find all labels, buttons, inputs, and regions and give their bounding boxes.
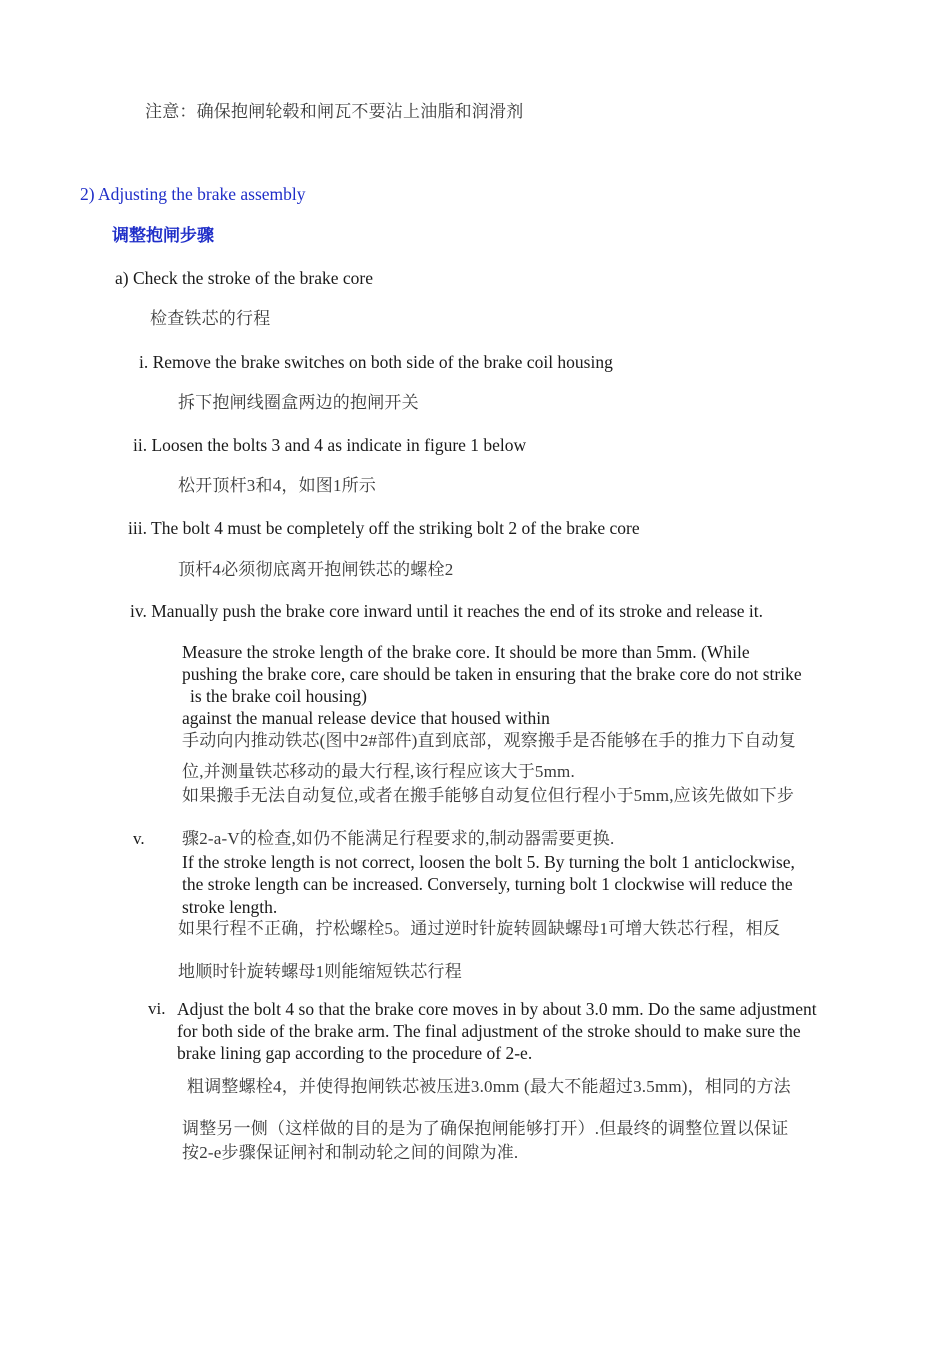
step-iv-zh-1: 手动向内推动铁芯(图中2#部件)直到底部，观察搬手是否能够在手的推力下自动复 — [182, 731, 796, 750]
step-i-text: i. Remove the brake switches on both side of the brake coil housing — [139, 352, 613, 372]
step-iv-detail-1: Measure the stroke length of the brake core. It should be more than 5mm. (While — [182, 642, 750, 662]
step-a-text: a) Check the stroke of the brake core — [115, 268, 374, 288]
step-iv-text: iv. Manually push the brake core inward until it reaches the end of its stroke and release it. — [130, 601, 764, 621]
step-v-marker: v. — [133, 829, 145, 848]
step-v-zh-1: 如果行程不正确，拧松螺栓5。通过逆时针旋转圆缺螺母1可增大铁芯行程，相反 — [178, 919, 781, 938]
step-vi-text-3: brake lining gap according to the procedure of 2-e. — [177, 1043, 533, 1063]
step-iii-text: iii. The bolt 4 must be completely off the striking bolt 2 of the brake core — [128, 518, 640, 538]
step-vi-zh-3: 按2-e步骤保证闸衬和制动轮之间的间隙为准. — [182, 1143, 519, 1162]
step-v-text-1: If the stroke length is not correct, loosen the bolt 5. By turning the bolt 1 anticlockwise, — [182, 852, 795, 872]
step-iv-zh-3: 如果搬手无法自动复位,或者在搬手能够自动复位但行程小于5mm,应该先做如下步 — [182, 786, 795, 805]
step-v-text-3: stroke length. — [182, 897, 278, 917]
step-i-zh: 拆下抱闸线圈盒两边的抱闸开关 — [178, 393, 419, 412]
step-vi-text-2: for both side of the brake arm. The final adjustment of the stroke should to make sure the — [177, 1021, 801, 1041]
step-iv-detail-4: against the manual release device that housed within — [182, 708, 550, 728]
step-iv-detail-3: is the brake coil housing) — [190, 686, 367, 706]
step-vi-text-1: Adjust the bolt 4 so that the brake core moves in by about 3.0 mm. Do the same adjustment — [177, 999, 817, 1019]
step-vi-zh-1: 粗调整螺栓4，并使得抱闸铁芯被压进3.0mm (最大不能超过3.5mm)，相同的方法 — [187, 1077, 791, 1096]
step-v-text-2: the stroke length can be increased. Conversely, turning bolt 1 clockwise will reduce the — [182, 874, 793, 894]
step-iii-zh: 顶杆4必须彻底离开抱闸铁芯的螺栓2 — [178, 560, 454, 579]
step-vi-marker: vi. — [148, 999, 166, 1018]
step-ii-text: ii. Loosen the bolts 3 and 4 as indicate in figure 1 below — [133, 435, 527, 455]
step-iv-detail-2: pushing the brake core, care should be taken in ensuring that the brake core do not strike — [182, 664, 802, 684]
step-v-zh-2: 地顺时针旋转螺母1则能缩短铁芯行程 — [178, 962, 462, 981]
step-vi-zh-2: 调整另一侧（这样做的目的是为了确保抱闸能够打开）.但最终的调整位置以保证 — [182, 1119, 789, 1138]
step-iv-zh-2: 位,并测量铁芯移动的最大行程,该行程应该大于5mm. — [182, 762, 575, 781]
section-heading-zh: 调整抱闸步骤 — [112, 226, 214, 245]
step-a-zh: 检查铁芯的行程 — [150, 309, 271, 328]
section-heading: 2) Adjusting the brake assembly — [80, 184, 306, 204]
step-iv-zh-4: 骤2-a-V的检查,如仍不能满足行程要求的,制动器需要更换. — [182, 829, 615, 848]
note-text: 注意：确保抱闸轮毂和闸瓦不要沾上油脂和润滑剂 — [145, 102, 524, 121]
step-ii-zh: 松开顶杆3和4，如图1所示 — [178, 476, 377, 495]
